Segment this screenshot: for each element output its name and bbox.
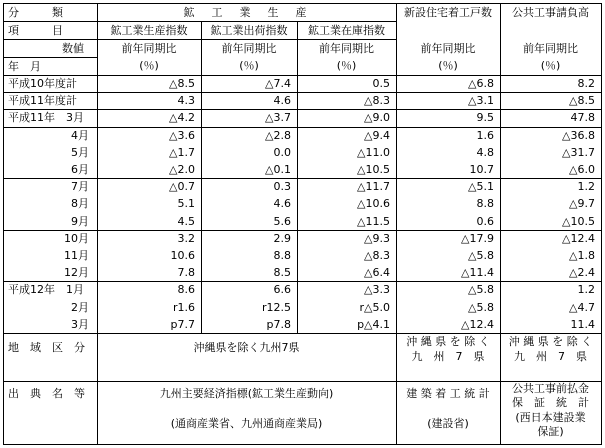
row-label: 5月 — [71, 145, 89, 159]
col3-subtitle: 前年同期比 — [319, 42, 374, 55]
table-cell: 0.0 — [273, 145, 291, 159]
table-cell: 9.5 — [476, 111, 494, 125]
table-cell: △11.5 — [357, 214, 390, 228]
table-cell: 11.4 — [570, 317, 595, 331]
col2-unit: (％) — [239, 59, 259, 72]
table-cell: △9.0 — [364, 111, 390, 125]
row-group-line — [3, 281, 601, 282]
row-group-line — [3, 230, 601, 231]
table-cell: △3.1 — [468, 94, 494, 108]
table-cell: △2.4 — [569, 266, 595, 280]
table-cell: △6.4 — [364, 266, 390, 280]
header-line — [3, 21, 97, 22]
table-cell: 47.8 — [570, 111, 595, 125]
table-cell: 8.8 — [273, 249, 291, 262]
source-housing-2: (建設省) — [427, 417, 469, 430]
table-cell: △4.7 — [569, 300, 595, 314]
table-cell: 1.6 — [476, 128, 494, 142]
table-cell: △0.7 — [169, 180, 195, 194]
table-cell: △6.8 — [468, 77, 494, 90]
table-cell: r12.5 — [261, 300, 291, 314]
table-cell: 8.5 — [273, 266, 291, 280]
col1-subtitle: 前年同期比 — [121, 42, 177, 55]
table-cell: r1.6 — [172, 300, 195, 314]
table-cell: 4.6 — [273, 94, 291, 108]
table-cell: 8.6 — [177, 283, 195, 297]
table-cell: △10.6 — [357, 197, 390, 211]
source-public-3: (西日本建設業 — [515, 411, 586, 424]
inventory-index-title: 鉱工業在庫指数 — [308, 24, 385, 37]
year-month-label: 年 月 — [8, 60, 41, 73]
table-cell: △31.7 — [562, 145, 595, 159]
shipment-index-title: 鉱工業出荷指数 — [210, 24, 288, 37]
table-cell: △1.8 — [569, 249, 595, 262]
region-public-1: 沖 縄 県 を 除 く — [508, 335, 593, 348]
table-cell: 4.8 — [476, 145, 494, 159]
row-group-line — [3, 92, 601, 93]
row-label: 平成10年度計 — [8, 77, 77, 90]
col5-subtitle: 前年同期比 — [523, 42, 578, 55]
production-index-title: 鉱工業生産指数 — [110, 24, 188, 37]
mining-group-title: 鉱 工 業 生 産 — [183, 6, 310, 19]
table-cell: p△4.1 — [357, 317, 390, 331]
row-label: 6月 — [71, 163, 89, 176]
public-works-title: 公共工事請負高 — [512, 6, 589, 19]
table-cell: △8.5 — [169, 77, 195, 90]
row-group-line — [3, 109, 601, 110]
row-label: 4月 — [71, 128, 89, 142]
housing-title: 新設住宅着工戸数 — [404, 6, 492, 19]
table-cell: 10.6 — [170, 249, 195, 262]
table-cell: r△5.0 — [359, 300, 390, 314]
row-label: 7月 — [71, 180, 89, 194]
source-mining-2: (通商産業省、九州通商産業局) — [170, 417, 323, 430]
table-cell: 7.8 — [177, 266, 195, 280]
table-cell: △11.7 — [357, 180, 390, 194]
table-cell: △9.7 — [569, 197, 595, 211]
region-mining: 沖縄県を除く九州7県 — [193, 341, 300, 354]
border-bottom — [3, 444, 602, 445]
source-public-2: 保 証 統 計 — [512, 396, 589, 409]
table-cell: △5.8 — [468, 249, 494, 262]
table-cell: △11.4 — [461, 266, 494, 280]
row-label: 3月 — [71, 317, 89, 331]
source-housing-1: 建 築 着 工 統 計 — [406, 387, 490, 400]
table-cell: 4.6 — [273, 197, 291, 211]
col1-unit: (％) — [139, 59, 159, 72]
table-cell: △9.3 — [364, 231, 390, 245]
table-cell: 10.7 — [469, 163, 494, 176]
table-cell: △36.8 — [562, 128, 595, 142]
table-cell: △9.4 — [364, 128, 390, 142]
table-cell: △0.1 — [265, 163, 291, 176]
border-right — [601, 3, 602, 445]
item-label: 項 目 — [8, 24, 63, 37]
table-cell: 2.9 — [273, 231, 291, 245]
border-left — [3, 3, 4, 445]
table-cell: △17.9 — [461, 231, 494, 245]
table-cell: 4.5 — [177, 214, 195, 228]
source-public-1: 公共工事前払金 — [512, 382, 589, 395]
header-line — [3, 39, 396, 40]
table-cell: △12.4 — [562, 231, 595, 245]
source-label: 出 典 名 等 — [8, 387, 85, 400]
header-line — [3, 57, 97, 58]
col5-unit: (％) — [540, 59, 561, 72]
region-housing-2: 九 州 7 県 — [411, 350, 485, 363]
row-label: 8月 — [71, 197, 89, 211]
col3-unit: (％) — [336, 59, 357, 72]
table-cell: 5.6 — [273, 214, 291, 228]
table-cell: △3.6 — [169, 128, 195, 142]
table-cell: p7.7 — [170, 317, 195, 331]
table-cell: p7.8 — [266, 317, 291, 331]
row-label: 9月 — [71, 214, 89, 228]
table-cell: △8.3 — [364, 94, 390, 108]
col4-unit: (％) — [438, 59, 458, 72]
header-line — [3, 75, 601, 76]
row-label: 平成12年 1月 — [8, 283, 84, 297]
category-label: 分 類 — [8, 6, 63, 19]
table-cell: 6.6 — [273, 283, 291, 297]
table-cell: △2.8 — [265, 128, 291, 142]
table-cell: △3.3 — [364, 283, 390, 297]
data-end-line — [3, 333, 601, 334]
row-label: 10月 — [64, 231, 89, 245]
header-line — [97, 21, 396, 22]
row-label: 平成11年度計 — [8, 94, 77, 108]
col4-subtitle: 前年同期比 — [420, 42, 476, 55]
row-label: 12月 — [64, 266, 89, 280]
row-label: 11月 — [64, 249, 89, 262]
table-cell: △7.4 — [265, 77, 291, 90]
table-cell: △2.0 — [169, 163, 195, 176]
value-label: 数値 — [62, 42, 84, 55]
table-cell: 0.6 — [476, 214, 494, 228]
table-cell: 0.5 — [372, 77, 390, 90]
table-cell: △11.0 — [357, 145, 390, 159]
table-cell: △5.8 — [468, 300, 494, 314]
row-group-line — [3, 127, 601, 128]
table-cell: 8.2 — [577, 77, 595, 90]
source-mining-1: 九州主要経済指標(鉱工業生産動向) — [159, 387, 334, 400]
table-cell: △8.5 — [569, 94, 595, 108]
row-label: 2月 — [71, 300, 89, 314]
table-cell: 4.3 — [177, 94, 195, 108]
table-cell: △5.1 — [468, 180, 494, 194]
table-cell: △5.8 — [468, 283, 494, 297]
table-cell: △10.5 — [562, 214, 595, 228]
region-housing-1: 沖 縄 県 を 除 く — [406, 335, 490, 348]
table-cell: 8.8 — [476, 197, 494, 211]
row-label: 平成11年 3月 — [8, 111, 84, 125]
table-cell: 1.2 — [577, 180, 595, 194]
region-label: 地 域 区 分 — [8, 341, 85, 354]
table-cell: 1.2 — [577, 283, 595, 297]
table-cell: 3.2 — [177, 231, 195, 245]
table-cell: △3.7 — [265, 111, 291, 125]
table-cell: △6.0 — [569, 163, 595, 176]
table-cell: △4.2 — [169, 111, 195, 125]
source-public-4: 保証) — [537, 425, 564, 438]
table-cell: △1.7 — [169, 145, 195, 159]
col2-subtitle: 前年同期比 — [221, 42, 277, 55]
table-cell: △10.5 — [357, 163, 390, 176]
table-cell: 0.3 — [273, 180, 291, 194]
table-cell: △12.4 — [461, 317, 494, 331]
table-cell: 5.1 — [177, 197, 195, 211]
table-cell: △8.3 — [364, 249, 390, 262]
border-top — [3, 3, 602, 4]
region-public-2: 九 州 7 県 — [514, 350, 587, 363]
row-group-line — [3, 178, 601, 179]
